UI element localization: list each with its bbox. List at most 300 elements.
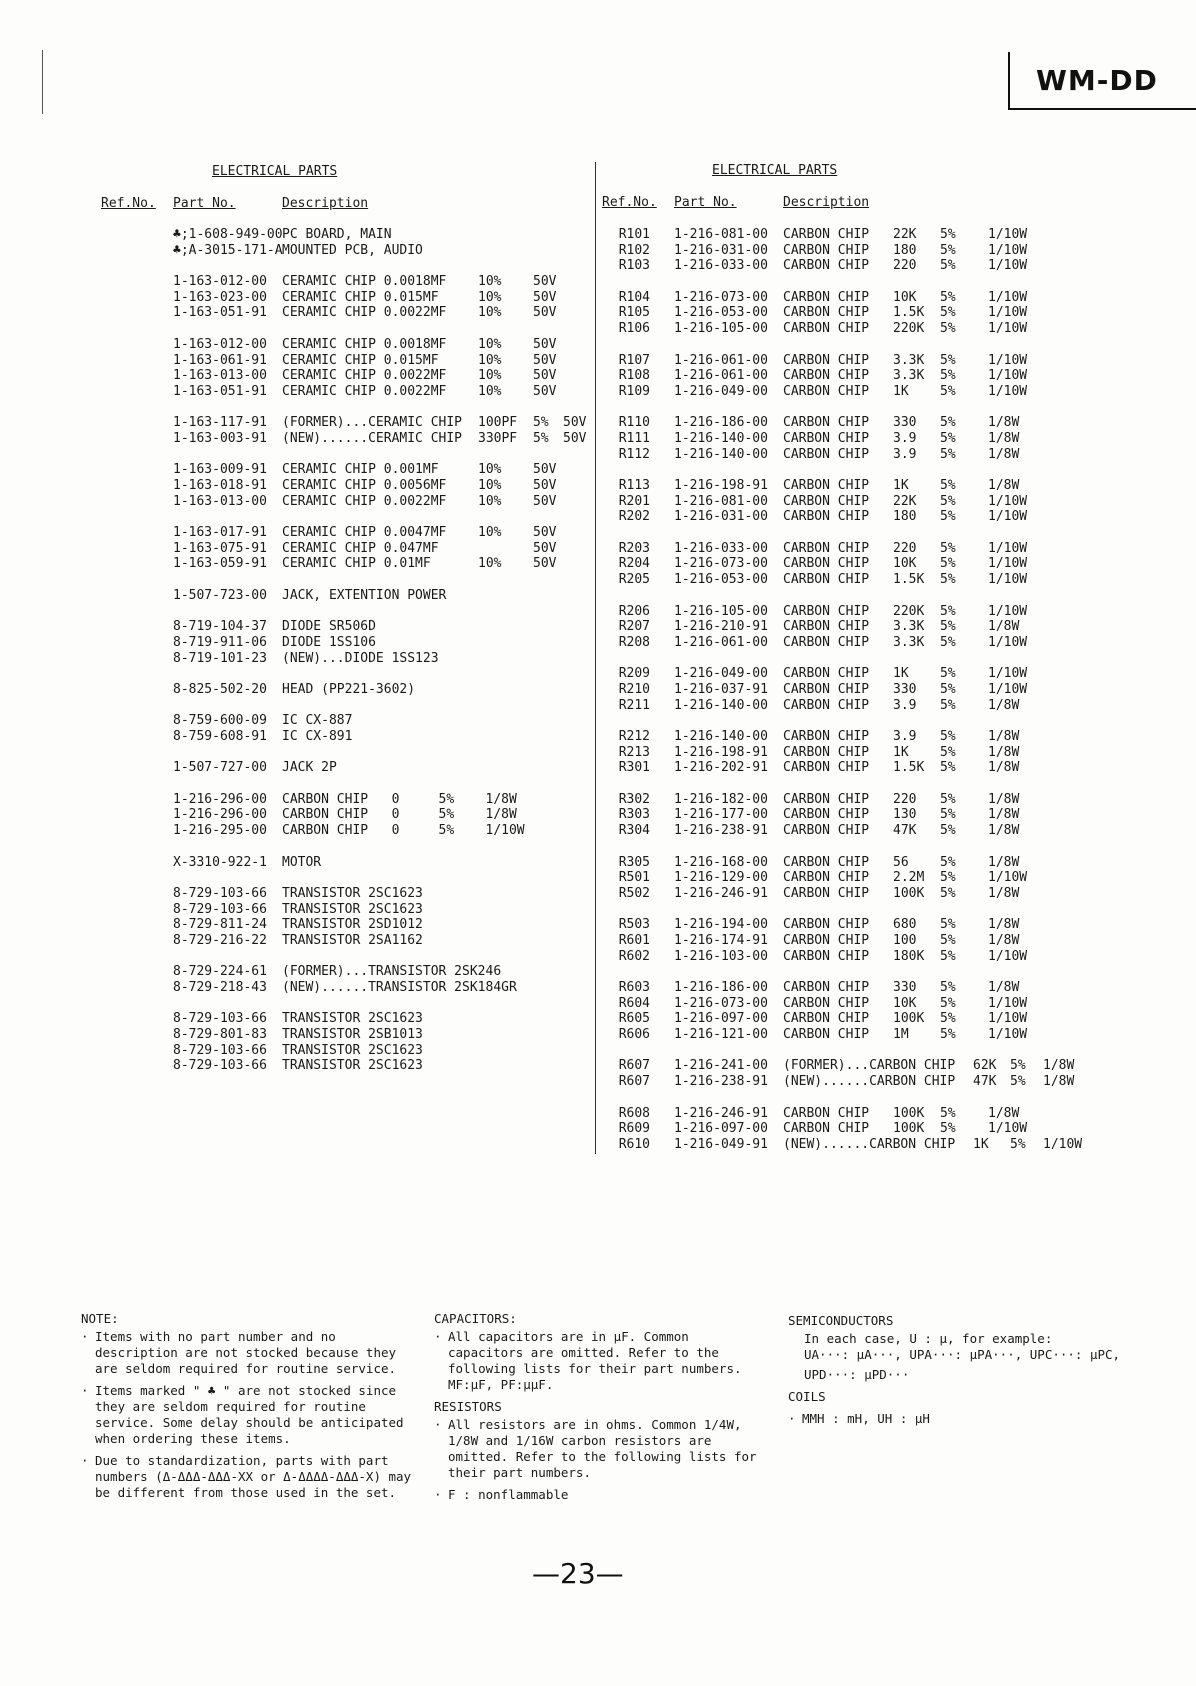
part-row <box>0 258 1196 274</box>
part-row <box>0 949 1196 965</box>
part-c3: 1/10W <box>988 603 1028 619</box>
part-row <box>0 698 1196 714</box>
part-desc: CARBON CHIP <box>783 807 870 823</box>
part-part: 1-216-182-00 <box>674 791 768 807</box>
part-part: 1-216-295-00 <box>173 823 267 839</box>
part-c3: 1/8W <box>1043 1058 1075 1074</box>
part-part: 1-216-198-91 <box>674 744 768 760</box>
part-row <box>0 1058 1196 1074</box>
semiconductors-coils-block <box>788 1313 1188 1433</box>
part-row <box>0 807 1196 823</box>
part-c1: 10% <box>478 274 502 290</box>
part-desc: CARBON CHIP <box>783 227 870 242</box>
part-c2: 5% <box>940 1027 956 1043</box>
part-c1: 3.3K <box>893 619 925 635</box>
part-part: 8-729-103-66 <box>173 1011 267 1027</box>
part-c3: 1/8W <box>988 619 1020 635</box>
part-c2: 5% <box>940 478 956 493</box>
part-part: 1-216-105-00 <box>674 321 768 337</box>
part-part: 1-163-051-91 <box>173 305 267 321</box>
part-c1: 220 <box>893 258 917 274</box>
part-c2: 5% <box>940 227 956 242</box>
note-item: · Items marked " ♣ " are not stocked since they are seldom required for routine service. Some delay should be anticipated when ordering these items. <box>81 1383 404 1446</box>
part-row <box>0 917 1196 933</box>
part-row <box>0 933 1196 949</box>
part-desc: PC BOARD, MAIN <box>282 227 392 242</box>
part-c2: 50V <box>533 352 557 368</box>
part-c2: 50V <box>533 556 557 572</box>
part-part: 1-216-140-00 <box>674 446 768 462</box>
part-c3: 1/8W <box>988 854 1020 870</box>
part-part: 1-216-210-91 <box>674 619 768 635</box>
part-c3: 1/10W <box>988 383 1028 399</box>
part-part: 1-216-049-00 <box>674 666 768 682</box>
part-desc: CARBON CHIP <box>783 697 870 713</box>
part-c3: 1/8W <box>988 791 1020 807</box>
part-row <box>0 619 1196 635</box>
part-part: 1-216-053-00 <box>674 305 768 321</box>
part-part: 1-216-140-00 <box>674 430 768 446</box>
part-desc: CARBON CHIP <box>783 603 870 619</box>
part-desc: CERAMIC CHIP 0.0047MF <box>282 525 447 541</box>
part-row <box>0 886 1196 902</box>
capacitors-resistors-block <box>434 1311 770 1509</box>
part-c3: 1/10W <box>1043 1136 1083 1152</box>
note-text: Items with no part number and no description are not stocked because they are seldom required for routine service. <box>95 1329 397 1376</box>
part-desc: CARBON CHIP <box>783 430 870 446</box>
part-c2: 5% <box>940 258 956 274</box>
part-ref: R606 <box>618 1027 650 1043</box>
part-row <box>0 447 1196 463</box>
part-c3: 1/8W <box>988 980 1020 995</box>
part-ref: R201 <box>618 493 650 509</box>
part-desc: CARBON CHIP <box>783 446 870 462</box>
part-part: 1-216-033-00 <box>674 258 768 274</box>
part-ref: R609 <box>618 1121 650 1137</box>
part-desc: CARBON CHIP <box>783 478 870 493</box>
part-c2: 5% <box>940 321 956 337</box>
part-row <box>0 604 1196 620</box>
part-part: 8-729-103-66 <box>173 1042 267 1058</box>
part-c1: 220 <box>893 540 917 556</box>
part-c2: 5% <box>940 540 956 556</box>
group-spacer <box>0 964 1196 980</box>
part-row <box>0 745 1196 761</box>
part-row <box>0 415 1196 431</box>
margin-mark <box>42 50 43 114</box>
part-c1: 100K <box>893 1105 925 1121</box>
part-c1: 3.9 <box>893 729 917 744</box>
part-c2: 5% <box>533 415 549 431</box>
part-ref: R607 <box>618 1058 650 1074</box>
right-header-ref: Ref.No. <box>602 195 657 210</box>
left-header-ref: Ref.No. <box>101 196 156 211</box>
part-ref: R502 <box>618 885 650 901</box>
part-part: 8-729-103-66 <box>173 1058 267 1074</box>
part-part: ♣;A-3015-171-A <box>173 242 283 258</box>
part-c1: 100K <box>893 1121 925 1137</box>
part-row <box>0 1137 1196 1153</box>
part-desc: CARBON CHIP <box>783 1121 870 1137</box>
part-desc: CARBON CHIP <box>783 1011 870 1027</box>
part-c3: 1/8W <box>988 1105 1020 1121</box>
part-part: 8-729-801-83 <box>173 1027 267 1043</box>
part-c3: 1/10W <box>988 1121 1028 1137</box>
part-ref: R603 <box>618 980 650 995</box>
part-ref: R106 <box>618 321 650 337</box>
part-ref: R211 <box>618 697 650 713</box>
part-desc: CARBON CHIP <box>783 760 870 776</box>
part-desc: (NEW)......CARBON CHIP <box>783 1074 956 1090</box>
part-c3: 1/10W <box>988 540 1028 556</box>
part-c2: 50V <box>533 493 557 509</box>
part-part: 1-216-129-00 <box>674 870 768 886</box>
part-part: 1-216-140-00 <box>674 697 768 713</box>
note-text: Due to standardization, parts with part numbers (Δ-ΔΔΔ-ΔΔΔ-XX or Δ-ΔΔΔΔ-ΔΔΔ-X) may be different from those used in the set. <box>95 1453 412 1500</box>
part-row <box>0 1106 1196 1122</box>
part-part: 8-719-101-23 <box>173 650 267 666</box>
part-part: 1-216-186-00 <box>674 980 768 995</box>
part-desc: DIODE 1SS106 <box>282 634 376 650</box>
part-ref: R207 <box>618 619 650 635</box>
part-desc: CARBON CHIP <box>783 791 870 807</box>
part-ref: R212 <box>618 729 650 744</box>
part-c1: 10% <box>478 525 502 541</box>
part-c3: 1/10W <box>988 242 1028 258</box>
part-c2: 50V <box>533 462 557 478</box>
part-desc: CARBON CHIP <box>783 995 870 1011</box>
part-c2: 5% <box>940 854 956 870</box>
note-item: · Due to standardization, parts with part numbers (Δ-ΔΔΔ-ΔΔΔ-XX or Δ-ΔΔΔΔ-ΔΔΔ-X) may be different from those used in the set. <box>81 1453 412 1500</box>
part-c1: 100K <box>893 1011 925 1027</box>
group-spacer <box>0 525 1196 541</box>
part-part: 8-719-104-37 <box>173 619 267 635</box>
part-row <box>0 368 1196 384</box>
part-desc: TRANSISTOR 2SC1623 <box>282 1042 423 1058</box>
part-c2: 5% <box>940 603 956 619</box>
part-part: 1-216-296-00 <box>173 807 267 823</box>
part-row <box>0 431 1196 447</box>
part-desc: CERAMIC CHIP 0.047MF <box>282 540 439 556</box>
part-c2: 50V <box>533 305 557 321</box>
part-c2: 5% <box>940 242 956 258</box>
part-c1: 3.3K <box>893 368 925 384</box>
part-part: 1-216-073-00 <box>674 556 768 572</box>
part-part: 1-216-037-91 <box>674 681 768 697</box>
part-c2: 5% <box>940 368 956 384</box>
part-c2: 5% <box>1010 1074 1026 1090</box>
part-part: 8-719-911-06 <box>173 634 267 650</box>
part-row <box>0 996 1196 1012</box>
part-c1: 220 <box>893 791 917 807</box>
part-desc: CARBON CHIP <box>783 823 870 839</box>
part-c2: 5% <box>940 791 956 807</box>
part-part: 8-729-218-43 <box>173 980 267 995</box>
part-desc: TRANSISTOR 2SD1012 <box>282 917 423 933</box>
part-c1: 1K <box>893 383 909 399</box>
left-header-desc: Description <box>282 196 369 211</box>
part-desc: (FORMER)...TRANSISTOR 2SK246 <box>282 964 502 980</box>
part-part: 1-216-103-00 <box>674 948 768 964</box>
part-c1: 1M <box>893 1027 909 1043</box>
part-c1: 22K <box>893 227 917 242</box>
part-row <box>0 227 1196 243</box>
part-c2: 50V <box>533 383 557 399</box>
part-c1: 1.5K <box>893 760 925 776</box>
part-row <box>0 666 1196 682</box>
part-c1: 130 <box>893 807 917 823</box>
capacitors-note: · All capacitors are in μF. Common capacitors are omitted. Refer to the following lists for their part numbers. MF:μF, PF:μμF. <box>434 1329 742 1392</box>
part-desc: CERAMIC CHIP 0.0018MF <box>282 274 447 290</box>
part-c3: 1/10W <box>988 493 1028 509</box>
part-c1: 10% <box>478 336 502 352</box>
part-c3: 1/10W <box>988 258 1028 274</box>
part-c2: 5% <box>940 1105 956 1121</box>
part-ref: R208 <box>618 634 650 650</box>
part-c2: 5% <box>940 932 956 948</box>
part-part: 1-216-049-00 <box>674 383 768 399</box>
part-row <box>0 792 1196 808</box>
part-desc: IC CX-891 <box>282 729 353 744</box>
part-c2: 50V <box>533 336 557 352</box>
part-desc: (NEW)...DIODE 1SS123 <box>282 650 439 666</box>
part-desc: CARBON CHIP <box>783 980 870 995</box>
part-part: 1-216-241-00 <box>674 1058 768 1074</box>
part-ref: R104 <box>618 289 650 305</box>
part-part: X-3310-922-1 <box>173 854 267 870</box>
resistors-title: RESISTORS <box>434 1399 502 1414</box>
part-ref: R102 <box>618 242 650 258</box>
part-c1: 330 <box>893 681 917 697</box>
right-header-desc: Description <box>783 195 870 210</box>
part-c2: 5% <box>1010 1136 1026 1152</box>
part-desc: CARBON CHIP <box>783 885 870 901</box>
part-ref: R501 <box>618 870 650 886</box>
part-desc: CERAMIC CHIP 0.0022MF <box>282 305 447 321</box>
part-c2: 5% <box>533 430 549 446</box>
part-desc: CERAMIC CHIP 0.0022MF <box>282 368 447 384</box>
right-parts-list <box>0 227 1196 1153</box>
part-part: 1-216-073-00 <box>674 289 768 305</box>
part-c3: 1/10W <box>988 368 1028 384</box>
part-c3: 1/8W <box>988 807 1020 823</box>
part-row <box>0 290 1196 306</box>
part-c1: 47K <box>973 1074 997 1090</box>
part-desc: JACK 2P <box>282 760 337 776</box>
part-desc: CERAMIC CHIP 0.001MF <box>282 462 439 478</box>
part-desc: CARBON CHIP <box>783 854 870 870</box>
part-part: 1-216-296-00 <box>173 791 267 807</box>
part-part: 1-163-009-91 <box>173 462 267 478</box>
group-spacer <box>0 713 1196 729</box>
part-c1: 100PF <box>478 415 518 431</box>
part-part: 8-729-216-22 <box>173 932 267 948</box>
part-desc: TRANSISTOR 2SC1623 <box>282 1058 423 1074</box>
group-spacer <box>0 651 1196 667</box>
part-c2: 5% <box>940 948 956 964</box>
part-ref: R209 <box>618 666 650 682</box>
part-desc: CARBON CHIP <box>783 744 870 760</box>
part-c2: 5% <box>940 493 956 509</box>
part-ref: R101 <box>618 227 650 242</box>
part-desc: HEAD (PP221-3602) <box>282 681 416 697</box>
part-c1: 330PF <box>478 430 518 446</box>
part-desc: TRANSISTOR 2SC1623 <box>282 901 423 917</box>
model-title: WM-DD <box>1036 64 1158 97</box>
part-part: 1-216-061-00 <box>674 368 768 384</box>
part-c1: 10% <box>478 556 502 572</box>
part-part: 1-216-121-00 <box>674 1027 768 1043</box>
part-c1: 10K <box>893 995 917 1011</box>
part-c3: 1/8W <box>988 446 1020 462</box>
left-header-part: Part No. <box>173 196 236 211</box>
part-c1: 180 <box>893 242 917 258</box>
part-ref: R213 <box>618 744 650 760</box>
group-spacer <box>0 1090 1196 1106</box>
group-spacer <box>0 839 1196 855</box>
part-part: 1-216-194-00 <box>674 917 768 933</box>
part-c3: 1/10W <box>988 352 1028 368</box>
part-row <box>0 760 1196 776</box>
part-c1: 100 <box>893 932 917 948</box>
part-row <box>0 1011 1196 1027</box>
part-c2: 5% <box>940 572 956 588</box>
part-c2: 5% <box>940 383 956 399</box>
part-c3: 1/10W <box>988 995 1028 1011</box>
part-part: 1-216-097-00 <box>674 1121 768 1137</box>
part-desc: CARBON CHIP <box>783 666 870 682</box>
part-c1: 10K <box>893 556 917 572</box>
part-c3: 1/8W <box>988 885 1020 901</box>
part-c2: 5% <box>940 556 956 572</box>
part-ref: R302 <box>618 791 650 807</box>
part-part: 8-729-103-66 <box>173 885 267 901</box>
part-c1: 1K <box>893 744 909 760</box>
part-part: 8-729-811-24 <box>173 917 267 933</box>
part-c2: 5% <box>940 1011 956 1027</box>
part-desc: CERAMIC CHIP 0.01MF <box>282 556 431 572</box>
part-c3: 1/10W <box>988 305 1028 321</box>
part-row <box>0 478 1196 494</box>
coils-text: MMH : mH, UH : μH <box>802 1411 930 1426</box>
part-ref: R203 <box>618 540 650 556</box>
part-c3: 1/8W <box>988 415 1020 431</box>
part-c2: 5% <box>940 885 956 901</box>
resistors-note: · All resistors are in ohms. Common 1/4W, 1/8W and 1/16W carbon resistors are omitted. Refer to the following lists for their part numbers. <box>434 1417 757 1480</box>
notes-title: NOTE: <box>81 1311 119 1326</box>
part-desc: TRANSISTOR 2SC1623 <box>282 1011 423 1027</box>
part-desc: CARBON CHIP 0 5% 1/10W <box>282 823 525 839</box>
part-desc: CARBON CHIP 0 5% 1/8W <box>282 807 517 823</box>
group-spacer <box>0 776 1196 792</box>
part-desc: CARBON CHIP <box>783 493 870 509</box>
part-desc: TRANSISTOR 2SB1013 <box>282 1027 423 1043</box>
part-ref: R202 <box>618 509 650 525</box>
part-ref: R608 <box>618 1105 650 1121</box>
part-part: 1-216-073-00 <box>674 995 768 1011</box>
part-c1: 1K <box>893 666 909 682</box>
part-c2: 5% <box>940 697 956 713</box>
left-section-title: ELECTRICAL PARTS <box>212 164 338 179</box>
part-desc: CARBON CHIP <box>783 509 870 525</box>
part-ref: R210 <box>618 681 650 697</box>
part-c2: 5% <box>940 509 956 525</box>
part-part: 1-216-081-00 <box>674 493 768 509</box>
group-spacer <box>0 400 1196 416</box>
part-desc: CARBON CHIP <box>783 305 870 321</box>
part-desc: MOUNTED PCB, AUDIO <box>282 242 423 258</box>
resistors-text: All resistors are in ohms. Common 1/4W, 1/8W and 1/16W carbon resistors are omitted. Refer to the following lists for their part numbers. <box>448 1417 757 1480</box>
part-c3: 1/8W <box>988 729 1020 744</box>
part-c1: 10% <box>478 352 502 368</box>
part-row <box>0 305 1196 321</box>
part-part: 1-163-017-91 <box>173 525 267 541</box>
part-desc: CARBON CHIP <box>783 383 870 399</box>
part-c2: 5% <box>940 430 956 446</box>
part-desc: CARBON CHIP 0 5% 1/8W <box>282 791 517 807</box>
part-c1: 220K <box>893 321 925 337</box>
part-ref: R112 <box>618 446 650 462</box>
group-spacer <box>0 462 1196 478</box>
part-c2: 5% <box>940 760 956 776</box>
part-c1: 10K <box>893 289 917 305</box>
part-desc: (NEW)......TRANSISTOR 2SK184GR <box>282 980 517 995</box>
right-header-part: Part No. <box>674 195 737 210</box>
part-part: 8-729-224-61 <box>173 964 267 980</box>
part-c2: 5% <box>940 681 956 697</box>
part-part: 1-216-140-00 <box>674 729 768 744</box>
part-part: 1-216-097-00 <box>674 1011 768 1027</box>
nonflammable-text: F : nonflammable <box>448 1487 569 1502</box>
part-c1: 680 <box>893 917 917 933</box>
part-desc: (NEW)......CERAMIC CHIP <box>282 430 463 446</box>
part-c1: 1K <box>893 478 909 493</box>
part-part: 1-163-059-91 <box>173 556 267 572</box>
note-item: · Items with no part number and no description are not stocked because they are seldom required for routine service. <box>81 1329 397 1376</box>
part-part: 1-163-061-91 <box>173 352 267 368</box>
part-part: 1-163-018-91 <box>173 478 267 493</box>
group-spacer <box>0 902 1196 918</box>
part-ref: R108 <box>618 368 650 384</box>
part-row <box>0 243 1196 259</box>
part-desc: TRANSISTOR 2SC1623 <box>282 885 423 901</box>
part-row <box>0 541 1196 557</box>
part-c1: 22K <box>893 493 917 509</box>
part-part: 1-216-198-91 <box>674 478 768 493</box>
part-desc: CERAMIC CHIP 0.015MF <box>282 289 439 305</box>
part-c1: 3.3K <box>893 352 925 368</box>
part-part: 8-825-502-20 <box>173 681 267 697</box>
part-c2: 5% <box>1010 1058 1026 1074</box>
part-c3: 1/10W <box>988 666 1028 682</box>
part-row <box>0 353 1196 369</box>
part-c3: 1/8W <box>988 744 1020 760</box>
part-c1: 10% <box>478 478 502 493</box>
coils-note: · MMH : mH, UH : μH <box>788 1411 930 1426</box>
part-ref: R204 <box>618 556 650 572</box>
capacitors-text: All capacitors are in μF. Common capacitors are omitted. Refer to the following lists for their part numbers. MF:μF, PF:μμF. <box>448 1329 742 1392</box>
part-ref: R113 <box>618 478 650 493</box>
part-ref: R304 <box>618 823 650 839</box>
part-part: 1-216-031-00 <box>674 242 768 258</box>
part-c3: 1/10W <box>988 948 1028 964</box>
part-part: 1-163-075-91 <box>173 540 267 556</box>
part-part: 1-216-174-91 <box>674 932 768 948</box>
part-c2: 5% <box>940 305 956 321</box>
semiconductors-examples-2: UPD···: μPD··· <box>804 1367 910 1382</box>
part-part: 1-216-177-00 <box>674 807 768 823</box>
part-part: 1-163-023-00 <box>173 289 267 305</box>
